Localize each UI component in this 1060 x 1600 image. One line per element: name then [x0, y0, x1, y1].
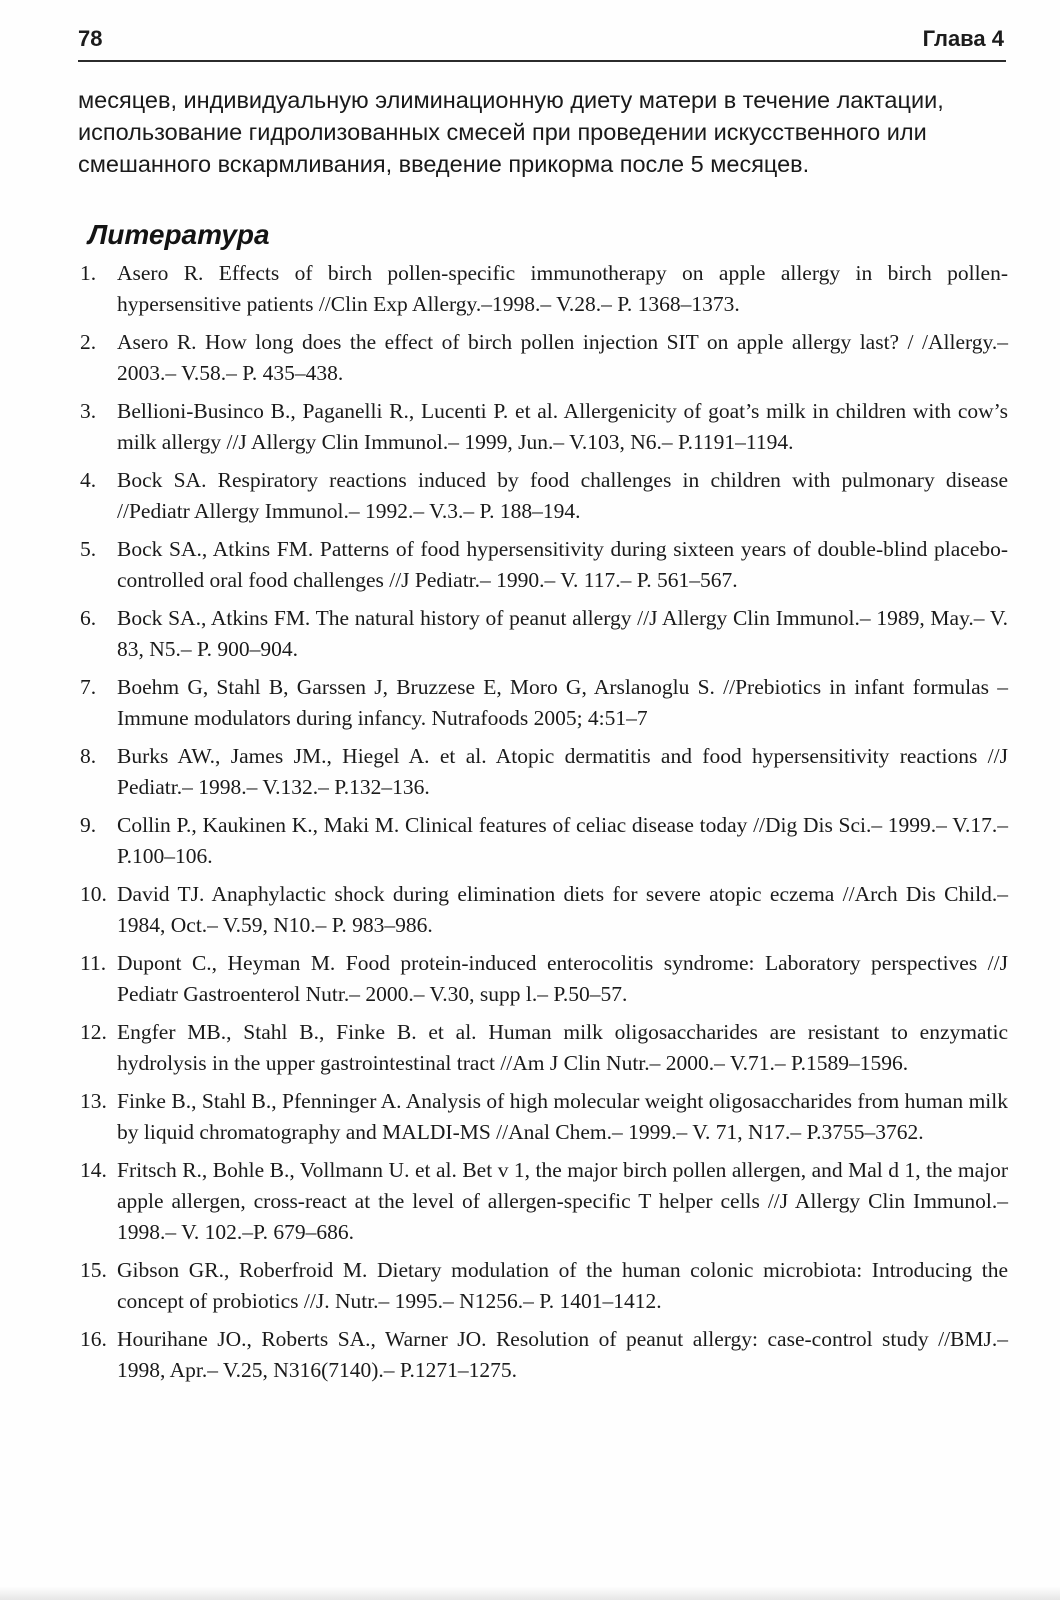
reference-number: 9.: [80, 813, 97, 837]
reference-text: Finke B., Stahl B., Pfenninger A. Analysis of high molecular weight oligosaccharides from human milk by liquid chromatography and MALDI-MS //Anal Chem.– 1999.– V. 71, N17.– P.3755–3762.: [117, 1089, 1008, 1144]
reference-item-2: [80, 327, 1008, 389]
reference-item-6: [80, 603, 1008, 665]
reference-number: 8.: [80, 744, 97, 768]
reference-number: 12.: [80, 1020, 107, 1044]
reference-number: 6.: [80, 606, 97, 630]
running-header: [78, 22, 1006, 62]
reference-item-11: [80, 948, 1008, 1010]
reference-text: Burks AW., James JM., Hiegel A. et al. Atopic dermatitis and food hypersensitivity reactions //J Pediatr.– 1998.– V.132.– P.132–136.: [117, 744, 1008, 799]
reference-text: Dupont C., Heyman M. Food protein-induced enterocolitis syndrome: Laboratory perspectives //J Pediatr Gastroenterol Nutr.– 2000.– V.30, supp l.– P.50–57.: [117, 951, 1008, 1006]
reference-text: Collin P., Kaukinen K., Maki M. Clinical features of celiac disease today //Dig Dis Sci.– 1999.– V.17.– P.100–106.: [117, 813, 1008, 868]
section-heading: Литература: [88, 219, 270, 250]
reference-item-3: [80, 396, 1008, 458]
reference-item-8: [80, 741, 1008, 803]
reference-text: Asero R. How long does the effect of birch pollen injection SIT on apple allergy last? / /Allergy.– 2003.– V.58.– P. 435–438.: [117, 330, 1008, 385]
reference-number: 16.: [80, 1327, 107, 1351]
chapter-title: Глава 4: [922, 26, 1004, 51]
reference-text: David TJ. Anaphylactic shock during elimination diets for severe atopic eczema //Arch Dis Child.– 1984, Oct.– V.59, N10.– P. 983–986.: [117, 882, 1008, 937]
reference-text: Bellioni-Businco B., Paganelli R., Lucenti P. et al. Allergenicity of goat’s milk in children with cow’s milk allergy //J Allergy Clin Immunol.– 1999, Jun.– V.103, N6.– P.1191–1194.: [117, 399, 1008, 454]
reference-number: 15.: [80, 1258, 107, 1282]
reference-item-10: [80, 879, 1008, 941]
reference-number: 4.: [80, 468, 97, 492]
reference-item-9: [80, 810, 1008, 872]
reference-text: Engfer MB., Stahl B., Finke B. et al. Human milk oligosaccharides are resistant to enzymatic hydrolysis in the upper gastrointestinal tract //Am J Clin Nutr.– 2000.– V.71.– P.1589–1596.: [117, 1020, 1008, 1075]
reference-text: Fritsch R., Bohle B., Vollmann U. et al. Bet v 1, the major birch pollen allergen, and Mal d 1, the major apple allergen, cross-react at the level of allergen-specific T helper cells //J Allergy Clin Immunol.– 1998.– V. 102.–P. 679–686.: [117, 1158, 1008, 1244]
reference-number: 2.: [80, 330, 97, 354]
reference-text: Bock SA. Respiratory reactions induced by food challenges in children with pulmonary disease //Pediatr Allergy Immunol.– 1992.– V.3.– P. 188–194.: [117, 468, 1008, 523]
page-number: 78: [78, 26, 103, 51]
reference-number: 3.: [80, 399, 97, 423]
reference-text: Bock SA., Atkins FM. The natural history of peanut allergy //J Allergy Clin Immunol.– 1989, May.– V. 83, N5.– P. 900–904.: [117, 606, 1008, 661]
reference-number: 1.: [80, 261, 97, 285]
reference-number: 11.: [80, 951, 107, 975]
intro-paragraph: месяцев, индивидуальную элиминационную диету матери в течение лактации, использование гидролизованных смесей при проведении искусственного или смешанного вскармливания, введение прикорма после 5 месяцев.: [78, 87, 944, 177]
reference-item-12: [80, 1017, 1008, 1079]
page-bottom-edge: [0, 1586, 1060, 1600]
reference-item-4: [80, 465, 1008, 527]
reference-item-15: [80, 1255, 1008, 1317]
reference-item-13: [80, 1086, 1008, 1148]
reference-text: Hourihane JO., Roberts SA., Warner JO. Resolution of peanut allergy: case-control study //BMJ.– 1998, Apr.– V.25, N316(7140).– P.1271–1275.: [117, 1327, 1008, 1382]
reference-number: 7.: [80, 675, 97, 699]
reference-item-14: [80, 1155, 1008, 1248]
reference-list: [80, 258, 1008, 1393]
reference-item-5: [80, 534, 1008, 596]
reference-number: 14.: [80, 1158, 107, 1182]
reference-text: Asero R. Effects of birch pollen-specific immunotherapy on apple allergy in birch pollen-hypersensitive patients //Clin Exp Allergy.–1998.– V.28.– P. 1368–1373.: [117, 261, 1008, 316]
reference-number: 10.: [80, 882, 107, 906]
reference-number: 5.: [80, 537, 97, 561]
reference-item-7: [80, 672, 1008, 734]
reference-item-16: [80, 1324, 1008, 1386]
reference-number: 13.: [80, 1089, 107, 1113]
reference-text: Gibson GR., Roberfroid M. Dietary modulation of the human colonic microbiota: Introducing the concept of probiotics //J. Nutr.– 1995.– N1256.– P. 1401–1412.: [117, 1258, 1008, 1313]
reference-text: Bock SA., Atkins FM. Patterns of food hypersensitivity during sixteen years of double-blind placebo-controlled oral food challenges //J Pediatr.– 1990.– V. 117.– P. 561–567.: [117, 537, 1008, 592]
reference-text: Boehm G, Stahl B, Garssen J, Bruzzese E, Moro G, Arslanoglu S. //Prebiotics in infant formulas – Immune modulators during infancy. Nutrafoods 2005; 4:51–7: [117, 675, 1008, 730]
reference-item-1: [80, 258, 1008, 320]
